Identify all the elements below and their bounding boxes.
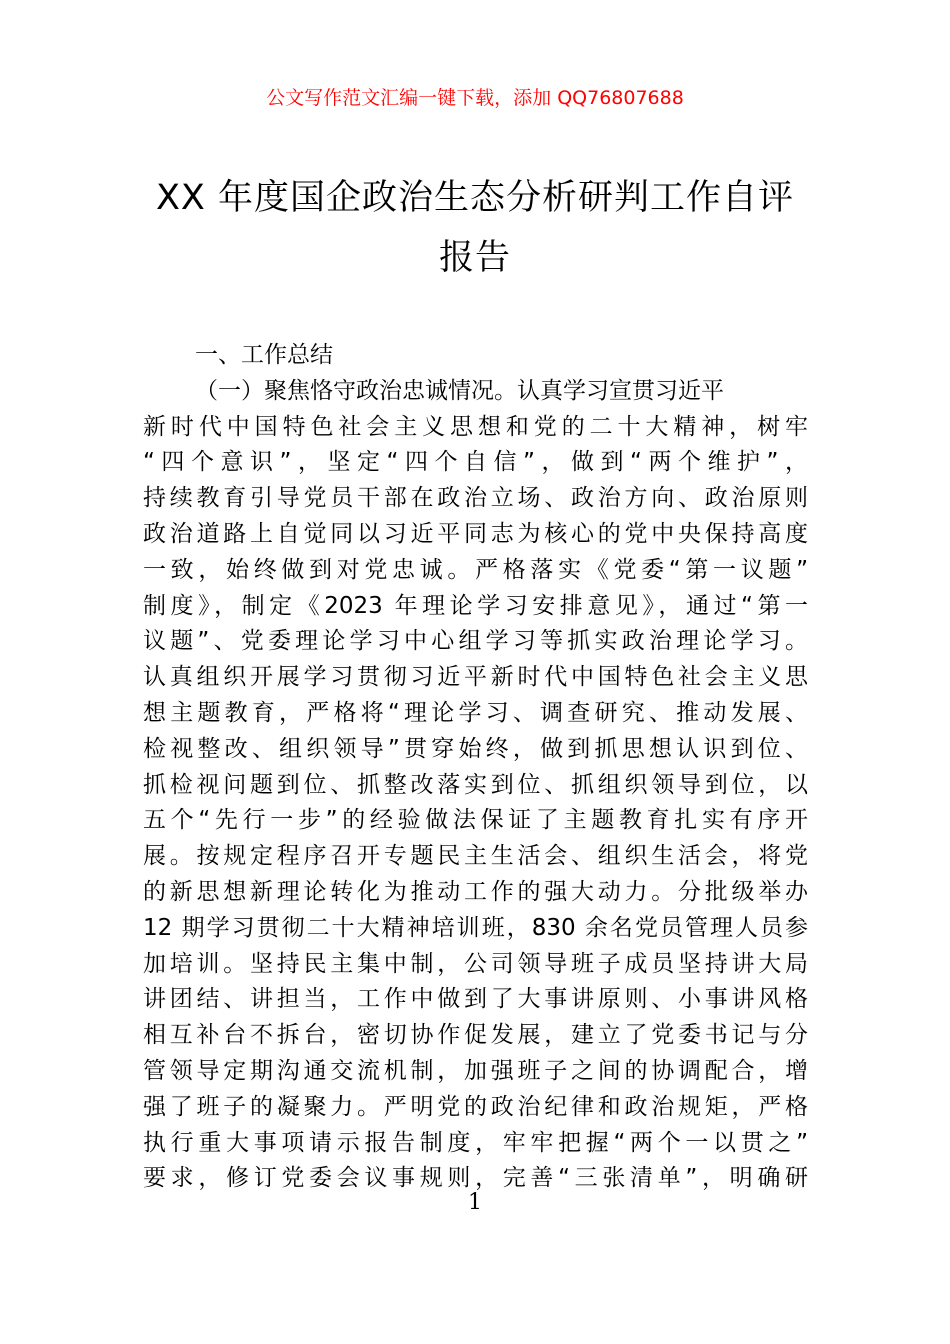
document-title: XX 年度国企政治生态分析研判工作自评报告 — [155, 178, 795, 278]
paragraph-line: 要求，修订党委会议事规则，完善“三张清单”，明确研 — [143, 1165, 808, 1192]
paragraph-line: 想主题教育，严格将“理论学习、调查研究、推动发展、 — [143, 699, 808, 726]
paragraph-line: （一）聚焦恪守政治忠诚情况。认真学习宣贯习近平 — [195, 377, 724, 404]
paragraph-line: 的新思想新理论转化为推动工作的强大动力。分批级举办 — [143, 878, 808, 905]
paragraph-line: 政治道路上自觉同以习近平同志为核心的党中央保持高度 — [143, 520, 808, 547]
paragraph-line: 制度》，制定《2023 年理论学习安排意见》，通过“第一 — [143, 592, 808, 619]
paragraph-line: 一致，始终做到对党忠诚。严格落实《党委“第一议题” — [143, 556, 808, 583]
page-number: 1 — [468, 1190, 482, 1215]
section-heading: 一、工作总结 — [195, 342, 333, 368]
paragraph-line: 管领导定期沟通交流机制，加强班子之间的协调配合，增 — [143, 1057, 808, 1084]
paragraph-line: “四个意识”，坚定“四个自信”，做到“两个维护”， — [143, 449, 808, 476]
paragraph-line: 强了班子的凝聚力。严明党的政治纪律和政治规矩，严格 — [143, 1093, 808, 1120]
paragraph-line: 五个“先行一步”的经验做法保证了主题教育扎实有序开 — [143, 807, 808, 834]
paragraph-line: 持续教育引导党员干部在政治立场、政治方向、政治原则 — [143, 485, 808, 512]
paragraph-line: 加培训。坚持民主集中制，公司领导班子成员坚持讲大局 — [143, 950, 808, 977]
paragraph-line: 议题”、党委理论学习中心组学习等抓实政治理论学习。 — [143, 628, 808, 655]
paragraph-line: 新时代中国特色社会主义思想和党的二十大精神，树牢 — [143, 413, 808, 440]
paragraph-line: 展。按规定程序召开专题民主生活会、组织生活会，将党 — [143, 843, 808, 870]
paragraph-line: 相互补台不拆台，密切协作促发展，建立了党委书记与分 — [143, 1022, 808, 1049]
paragraph-line: 12 期学习贯彻二十大精神培训班，830 余名党员管理人员参 — [143, 914, 808, 941]
paragraph-line: 检视整改、组织领导”贯穿始终，做到抓思想认识到位、 — [143, 735, 808, 762]
document-body — [143, 338, 808, 1197]
paragraph-line: 抓检视问题到位、抓整改落实到位、抓组织领导到位，以 — [143, 771, 808, 798]
paragraph-line: 执行重大事项请示报告制度，牢牢把握“两个一以贯之” — [143, 1129, 808, 1156]
watermark-text: 公文写作范文汇编一键下载，添加 QQ76807688 — [266, 87, 684, 109]
paragraph-line: 认真组织开展学习贯彻习近平新时代中国特色社会主义思 — [143, 664, 808, 691]
paragraph-line: 讲团结、讲担当，工作中做到了大事讲原则、小事讲风格 — [143, 986, 808, 1013]
